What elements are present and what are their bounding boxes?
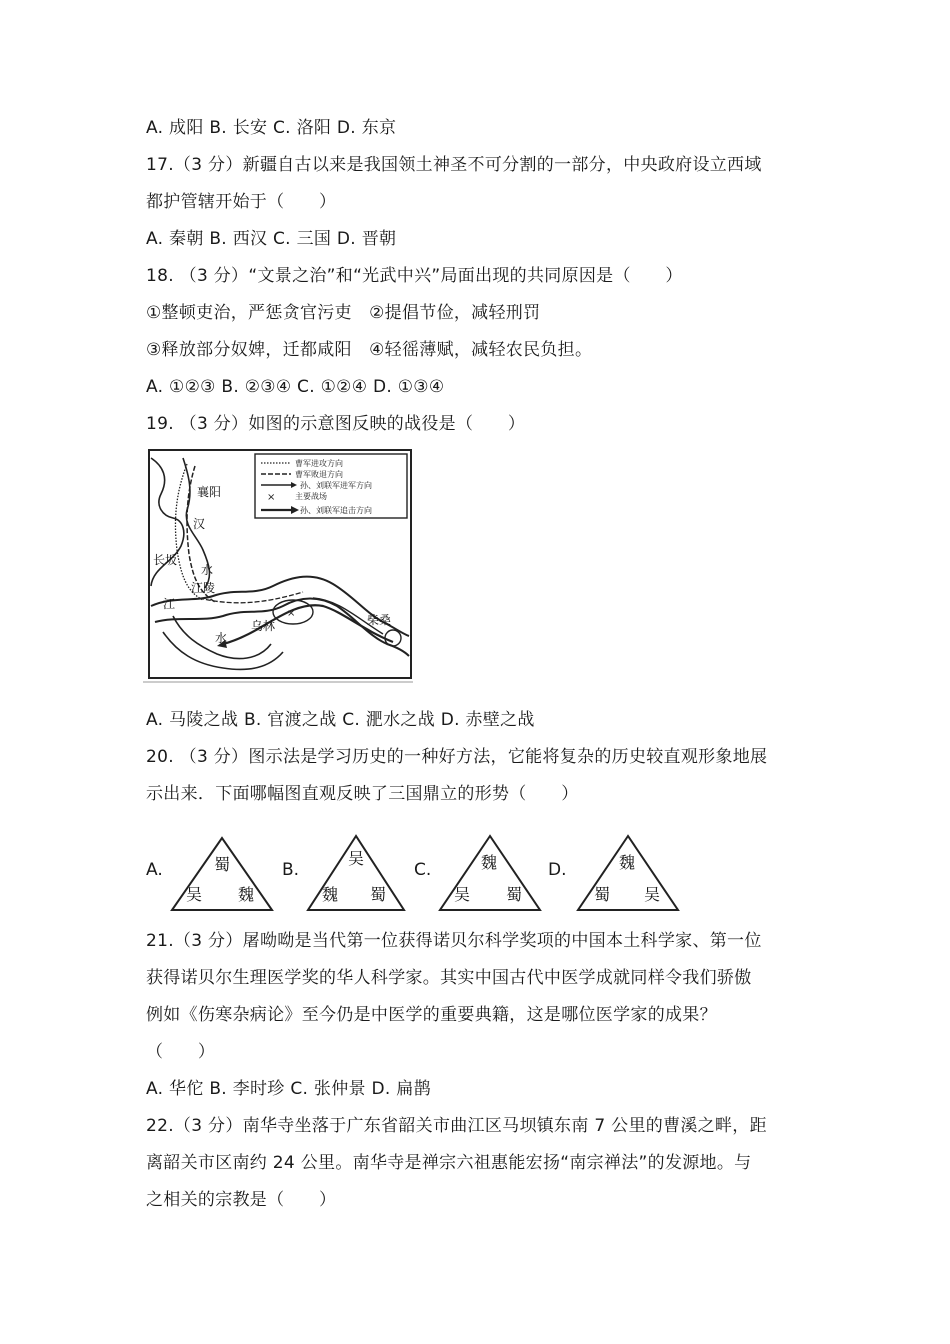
place-shui-1: 水 (201, 563, 214, 577)
q20-option-a-label: A. (146, 860, 163, 880)
q16-options: A. 成阳 B. 长安 C. 洛阳 D. 东京 (146, 118, 397, 138)
q22-stem-line2: 离韶关市区南约 24 公里。南华寺是禅宗六祖惠能宏扬“南宗禅法”的发源地。与 (146, 1153, 752, 1173)
q20-option-b-label: B. (282, 860, 300, 880)
tri-c-right: 蜀 (506, 885, 523, 904)
tri-a-left: 吴 (186, 885, 203, 904)
q19-options: A. 马陵之战 B. 官渡之战 C. 淝水之战 D. 赤壁之战 (146, 710, 535, 730)
legend-label-3: 孙、刘联军进军方向 (300, 481, 372, 490)
place-wulin: 乌林 (251, 619, 276, 633)
tri-d-top: 魏 (619, 853, 636, 872)
q17-stem-line2: 都护管辖开始于（ ） (146, 192, 337, 212)
q20-stem-line1: 20. （3 分）图示法是学习历史的一种好方法，它能将复杂的历史较直观形象地展 (146, 747, 768, 767)
q20-option-a-triangle (168, 834, 276, 914)
q21-stem-line4: （ ） (146, 1042, 216, 1062)
tri-d-left: 蜀 (594, 885, 611, 904)
q21-stem-line2: 获得诺贝尔生理医学奖的华人科学家。其实中国古代中医学成就同样令我们骄傲 (146, 968, 752, 988)
q18-options: A. ①②③ B. ②③④ C. ①②④ D. ①③④ (146, 377, 445, 397)
q19-stem-line1: 19. （3 分）如图的示意图反映的战役是（ ） (146, 414, 526, 434)
place-changban: 长坂 (153, 553, 178, 567)
q18-stem-line1: 18. （3 分）“文景之治”和“光武中兴”局面出现的共同原因是（ ） (146, 266, 683, 286)
q18-stem-line3: ③释放部分奴婢，迁都咸阳 ④轻徭薄赋，减轻农民负担。 (146, 340, 593, 360)
tri-a-top: 蜀 (214, 855, 231, 874)
place-han: 汉 (193, 517, 206, 531)
q20-option-c-triangle (436, 834, 544, 914)
tri-b-top: 吴 (348, 849, 365, 868)
tri-c-left: 吴 (454, 885, 471, 904)
q17-stem-line1: 17.（3 分）新疆自古以来是我国领土神圣不可分割的一部分，中央政府设立西域 (146, 155, 762, 175)
q20-option-d-label: D. (548, 860, 567, 880)
q20-option-b-triangle (304, 834, 408, 914)
q20-option-d-triangle (574, 834, 682, 914)
tri-b-left: 魏 (322, 885, 339, 904)
place-jiangling: 江陵 (191, 581, 216, 595)
legend-label-1: 曹军进攻方向 (295, 459, 343, 468)
q22-stem-line3: 之相关的宗教是（ ） (146, 1190, 337, 1210)
place-chaisang: 柴桑 (367, 613, 392, 627)
battle-x-mark: × (287, 608, 296, 619)
legend-label-2: 曹军败退方向 (295, 470, 343, 479)
q20-option-c-label: C. (414, 860, 432, 880)
q17-options: A. 秦朝 B. 西汉 C. 三国 D. 晋朝 (146, 229, 397, 249)
legend-label-4: 主要战场 (295, 492, 327, 501)
legend-x-symbol: × (267, 492, 276, 503)
tri-d-right: 吴 (644, 885, 661, 904)
battle-map-figure (143, 446, 413, 684)
q20-stem-line2: 示出来．下面哪幅图直观反映了三国鼎立的形势（ ） (146, 784, 579, 804)
place-jiang: 江 (163, 597, 176, 611)
q18-stem-line2: ①整顿吏治，严惩贪官污吏 ②提倡节俭，减轻刑罚 (146, 303, 541, 323)
place-shui-2: 水 (215, 631, 228, 645)
q21-options: A. 华佗 B. 李时珍 C. 张仲景 D. 扁鹊 (146, 1079, 431, 1099)
q22-stem-line1: 22.（3 分）南华寺坐落于广东省韶关市曲江区马坝镇东南 7 公里的曹溪之畔，距 (146, 1116, 767, 1136)
q21-stem-line1: 21.（3 分）屠呦呦是当代第一位获得诺贝尔科学奖项的中国本土科学家、第一位 (146, 931, 762, 951)
legend-label-5: 孙、刘联军追击方向 (300, 506, 372, 515)
tri-b-right: 蜀 (370, 885, 387, 904)
place-xiangyang: 襄阳 (197, 485, 222, 499)
tri-a-right: 魏 (238, 885, 255, 904)
q21-stem-line3: 例如《伤寒杂病论》至今仍是中医学的重要典籍，这是哪位医学家的成果？ (146, 1005, 717, 1025)
tri-c-top: 魏 (481, 853, 498, 872)
